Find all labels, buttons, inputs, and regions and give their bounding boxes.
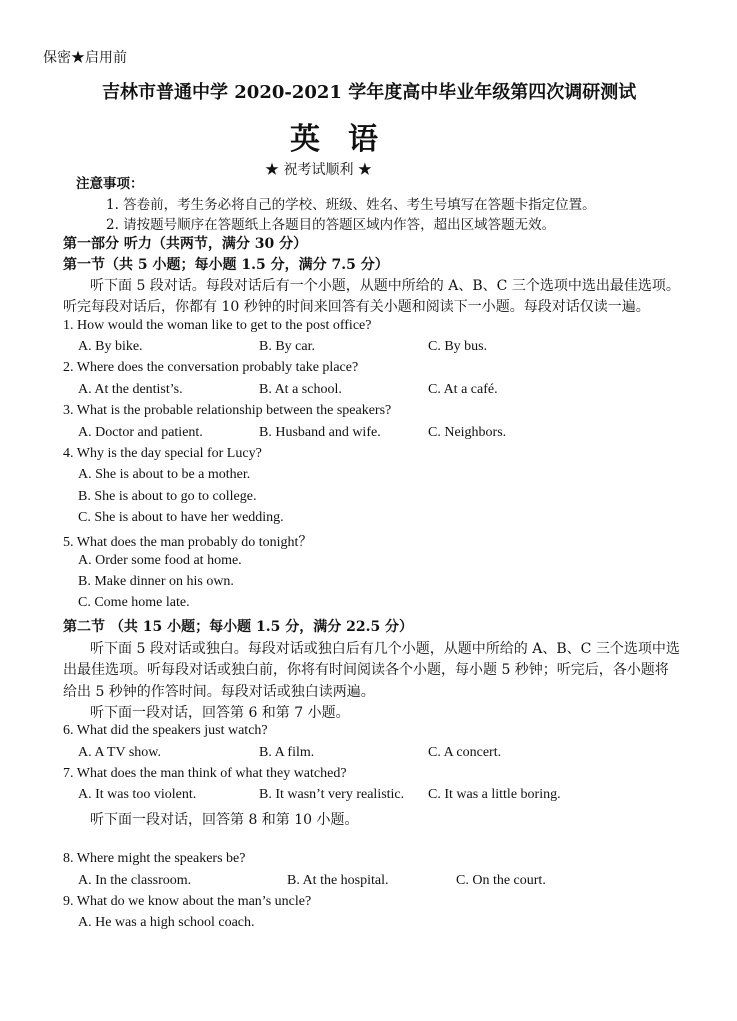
option-b: B. She is about to go to college.: [78, 489, 257, 504]
notice-item: 2. 请按题号顺序在答题纸上各题目的答题区域内作答，超出区域答题无效。: [106, 217, 556, 233]
question-stem: 6. What did the speakers just watch?: [63, 723, 268, 738]
notice-title: 注意事项：: [76, 176, 144, 192]
option-b: B. It wasn’t very realistic.: [259, 787, 405, 802]
section-heading: 第二节 （共 15 小题；每小题 1.5 分，满分 22.5 分）: [63, 619, 414, 635]
option-a: A. In the classroom.: [78, 873, 192, 888]
option-a: A. She is about to be a mother.: [78, 467, 251, 482]
question-stem: 2. Where does the conversation probably take place?: [63, 360, 359, 375]
option-b: B. At a school.: [259, 382, 342, 397]
option-c: C. Neighbors.: [428, 425, 507, 440]
question-stem: 1. How would the woman like to get to the post office?: [63, 318, 372, 333]
option-a: A. By bike.: [78, 339, 143, 354]
option-b: B. At the hospital.: [287, 873, 389, 888]
exam-title: 吉林市普通中学 2020-2021 学年度高中毕业年级第四次调研测试: [102, 82, 637, 103]
instruction-line: 听下面 5 段对话。每段对话后有一个小题，从题中所给的 A、B、C 三个选项中选出最佳选项。: [90, 278, 680, 294]
instruction-line: 听下面 5 段对话或独白。每段对话或独白后有几个小题，从题中所给的 A、B、C 三个选项中选: [90, 641, 680, 657]
option-a: A. A TV show.: [78, 745, 161, 760]
instruction-line: 出最佳选项。听每段对话或独白前，你将有时间阅读各个小题，每小题 5 秒钟；听完后，各小题将: [63, 662, 669, 678]
part-heading: 第一部分 听力（共两节，满分 30 分）: [63, 236, 308, 252]
option-c: C. On the court.: [456, 873, 546, 888]
confidentiality-label: 保密★启用前: [43, 50, 127, 66]
option-c: C. At a café.: [428, 382, 498, 397]
question-stem: 9. What do we know about the man’s uncle?: [63, 894, 312, 909]
good-luck-line: ★ 祝考试顺利 ★: [265, 162, 372, 178]
notice-item: 1. 答卷前，考生务必将自己的学校、班级、姓名、考生号填写在答题卡指定位置。: [106, 197, 596, 213]
subject-title: 英语: [290, 122, 406, 157]
option-a: A. He was a high school coach.: [78, 915, 255, 930]
question-stem: 5. What does the man probably do tonight？: [63, 535, 313, 550]
instruction-line: 听完每段对话后，你都有 10 秒钟的时间来回答有关小题和阅读下一小题。每段对话仅读一遍。: [63, 299, 650, 315]
option-c: C. It was a little boring.: [428, 787, 561, 802]
question-stem: 8. Where might the speakers be?: [63, 851, 246, 866]
option-a: A. Doctor and patient.: [78, 425, 203, 440]
option-c: C. A concert.: [428, 745, 502, 760]
section-heading: 第一节（共 5 小题；每小题 1.5 分，满分 7.5 分）: [63, 257, 389, 273]
question-stem: 3. What is the probable relationship between the speakers?: [63, 403, 392, 418]
option-a: A. Order some food at home.: [78, 553, 242, 568]
option-b: B. Make dinner on his own.: [78, 574, 234, 589]
dialogue-prompt: 听下面一段对话，回答第 8 和第 10 小题。: [90, 812, 359, 828]
question-stem: 7. What does the man think of what they watched?: [63, 766, 347, 781]
option-c: C. Come home late.: [78, 595, 190, 610]
option-b: B. Husband and wife.: [259, 425, 381, 440]
option-a: A. It was too violent.: [78, 787, 197, 802]
question-stem: 4. Why is the day special for Lucy?: [63, 446, 262, 461]
option-c: C. She is about to have her wedding.: [78, 510, 284, 525]
option-c: C. By bus.: [428, 339, 488, 354]
instruction-line: 给出 5 秒钟的作答时间。每段对话或独白读两遍。: [63, 684, 375, 700]
option-b: B. By car.: [259, 339, 315, 354]
option-b: B. A film.: [259, 745, 315, 760]
dialogue-prompt: 听下面一段对话，回答第 6 和第 7 小题。: [90, 705, 350, 721]
option-a: A. At the dentist’s.: [78, 382, 183, 397]
